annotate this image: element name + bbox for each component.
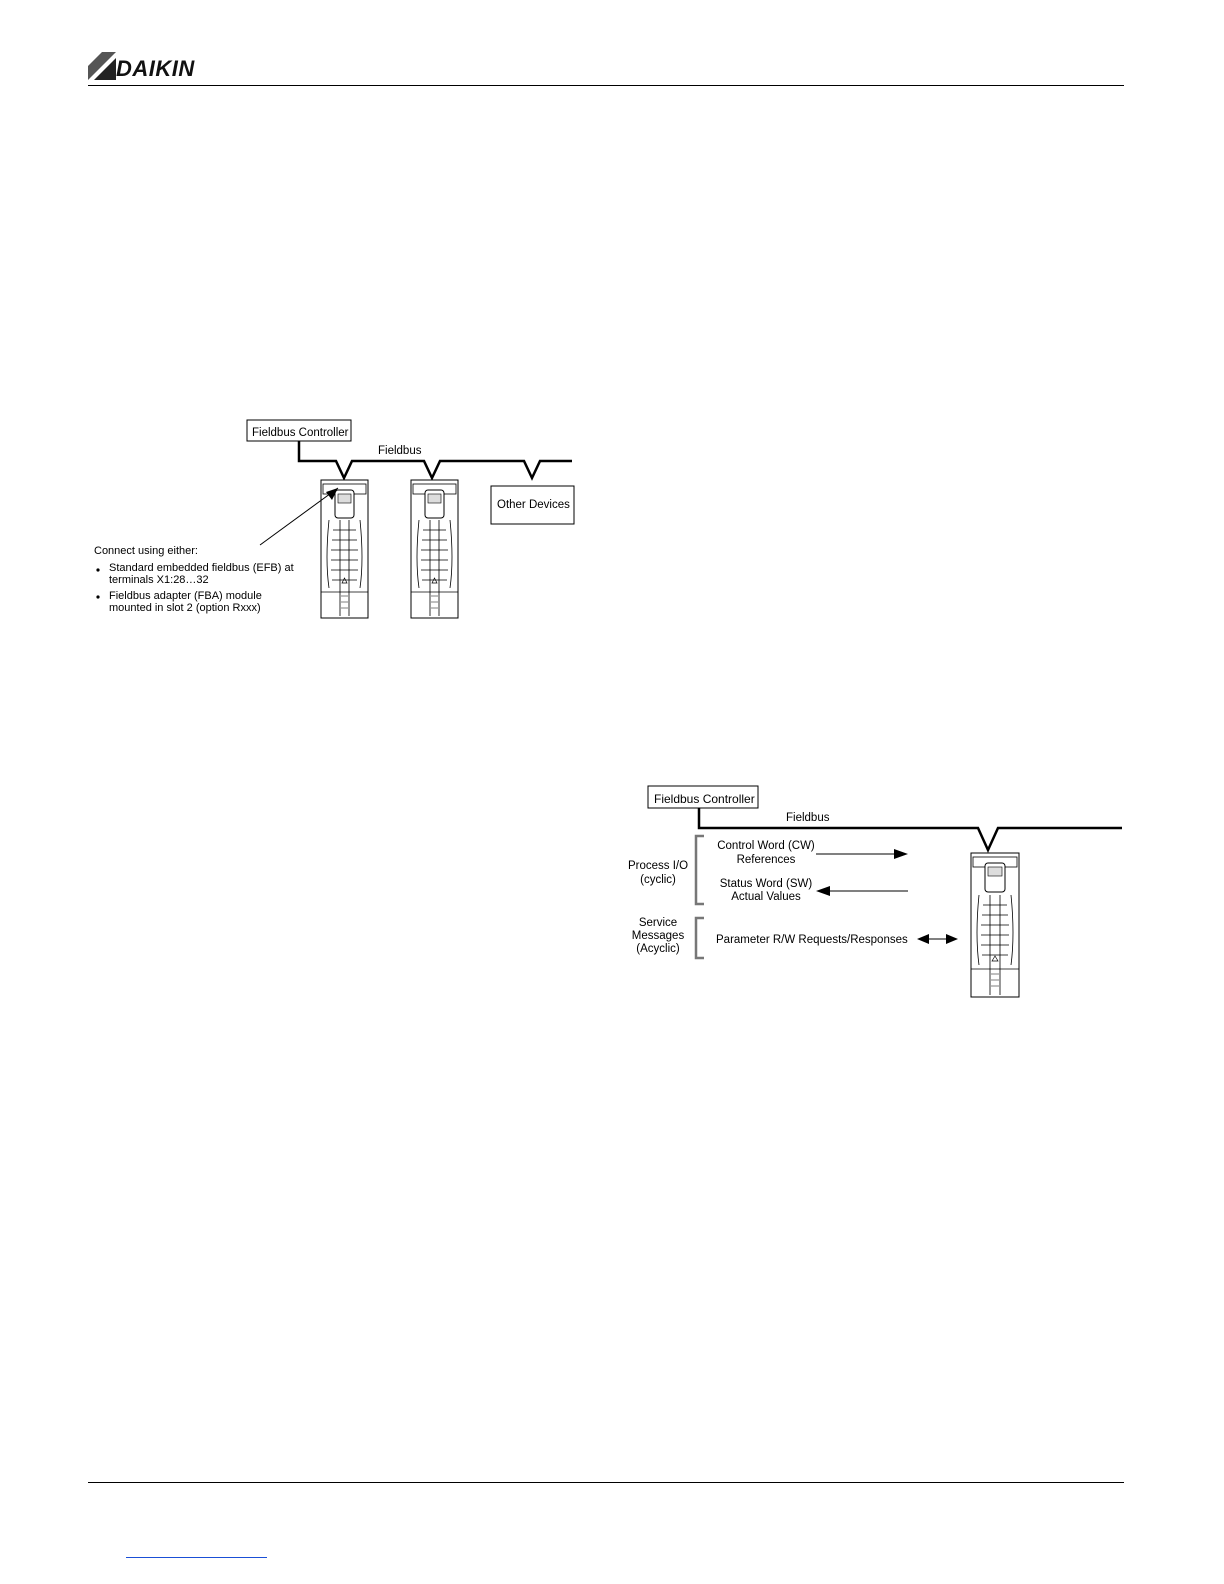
service-messages-bracket — [696, 918, 704, 958]
connect-note-title: Connect using either: — [94, 545, 198, 557]
service-label-1: Service — [638, 917, 678, 929]
references-label: References — [736, 854, 796, 866]
bullet-1-line-2: terminals X1:28…32 — [109, 574, 209, 586]
bullet-dot-1 — [96, 568, 99, 571]
control-word-label: Control Word (CW) — [717, 840, 815, 852]
bullet-1-line-1: Standard embedded fieldbus (EFB) at — [109, 562, 294, 574]
drive-unit-3 — [971, 853, 1019, 997]
process-io-label-2: (cyclic) — [640, 874, 676, 886]
fieldbus-controller-label: Fieldbus Controller — [252, 427, 349, 439]
daikin-logo-mark-icon — [88, 52, 116, 80]
process-io-label-1: Process I/O — [627, 860, 689, 872]
bullet-2-line-2: mounted in slot 2 (option Rxxx) — [109, 602, 261, 614]
process-io-bracket — [696, 836, 704, 904]
status-word-label: Status Word (SW) — [719, 878, 813, 890]
cw-arrowhead — [894, 849, 908, 859]
fieldbus-topology-figure — [88, 410, 588, 630]
bullet-2-line-1: Fieldbus adapter (FBA) module — [109, 590, 262, 602]
param-arrowhead-left — [917, 934, 929, 944]
fieldbus-controller-label-2: Fieldbus Controller — [654, 792, 755, 806]
other-devices-label: Other Devices — [497, 499, 570, 511]
bullet-dot-2 — [96, 595, 99, 598]
actual-values-label: Actual Values — [731, 891, 801, 903]
drive-unit-2 — [411, 480, 458, 618]
daikin-logo — [88, 52, 218, 82]
drive-unit-1 — [321, 480, 368, 618]
fieldbus-label-2: Fieldbus — [786, 812, 830, 824]
parameter-requests-label: Parameter R/W Requests/Responses — [716, 934, 908, 946]
service-label-2: Messages — [631, 930, 685, 942]
fieldbus-communication-figure — [620, 780, 1124, 1005]
sw-arrowhead — [816, 886, 830, 896]
param-arrowhead-right — [946, 934, 958, 944]
service-label-3: (Acyclic) — [636, 943, 680, 955]
footer-rule — [88, 1482, 1124, 1483]
fieldbus-line — [299, 441, 572, 478]
footer-link-underline[interactable] — [126, 1557, 267, 1558]
brand-name: DAIKIN — [116, 56, 195, 81]
fieldbus-label: Fieldbus — [378, 445, 422, 457]
header-rule — [88, 85, 1124, 86]
